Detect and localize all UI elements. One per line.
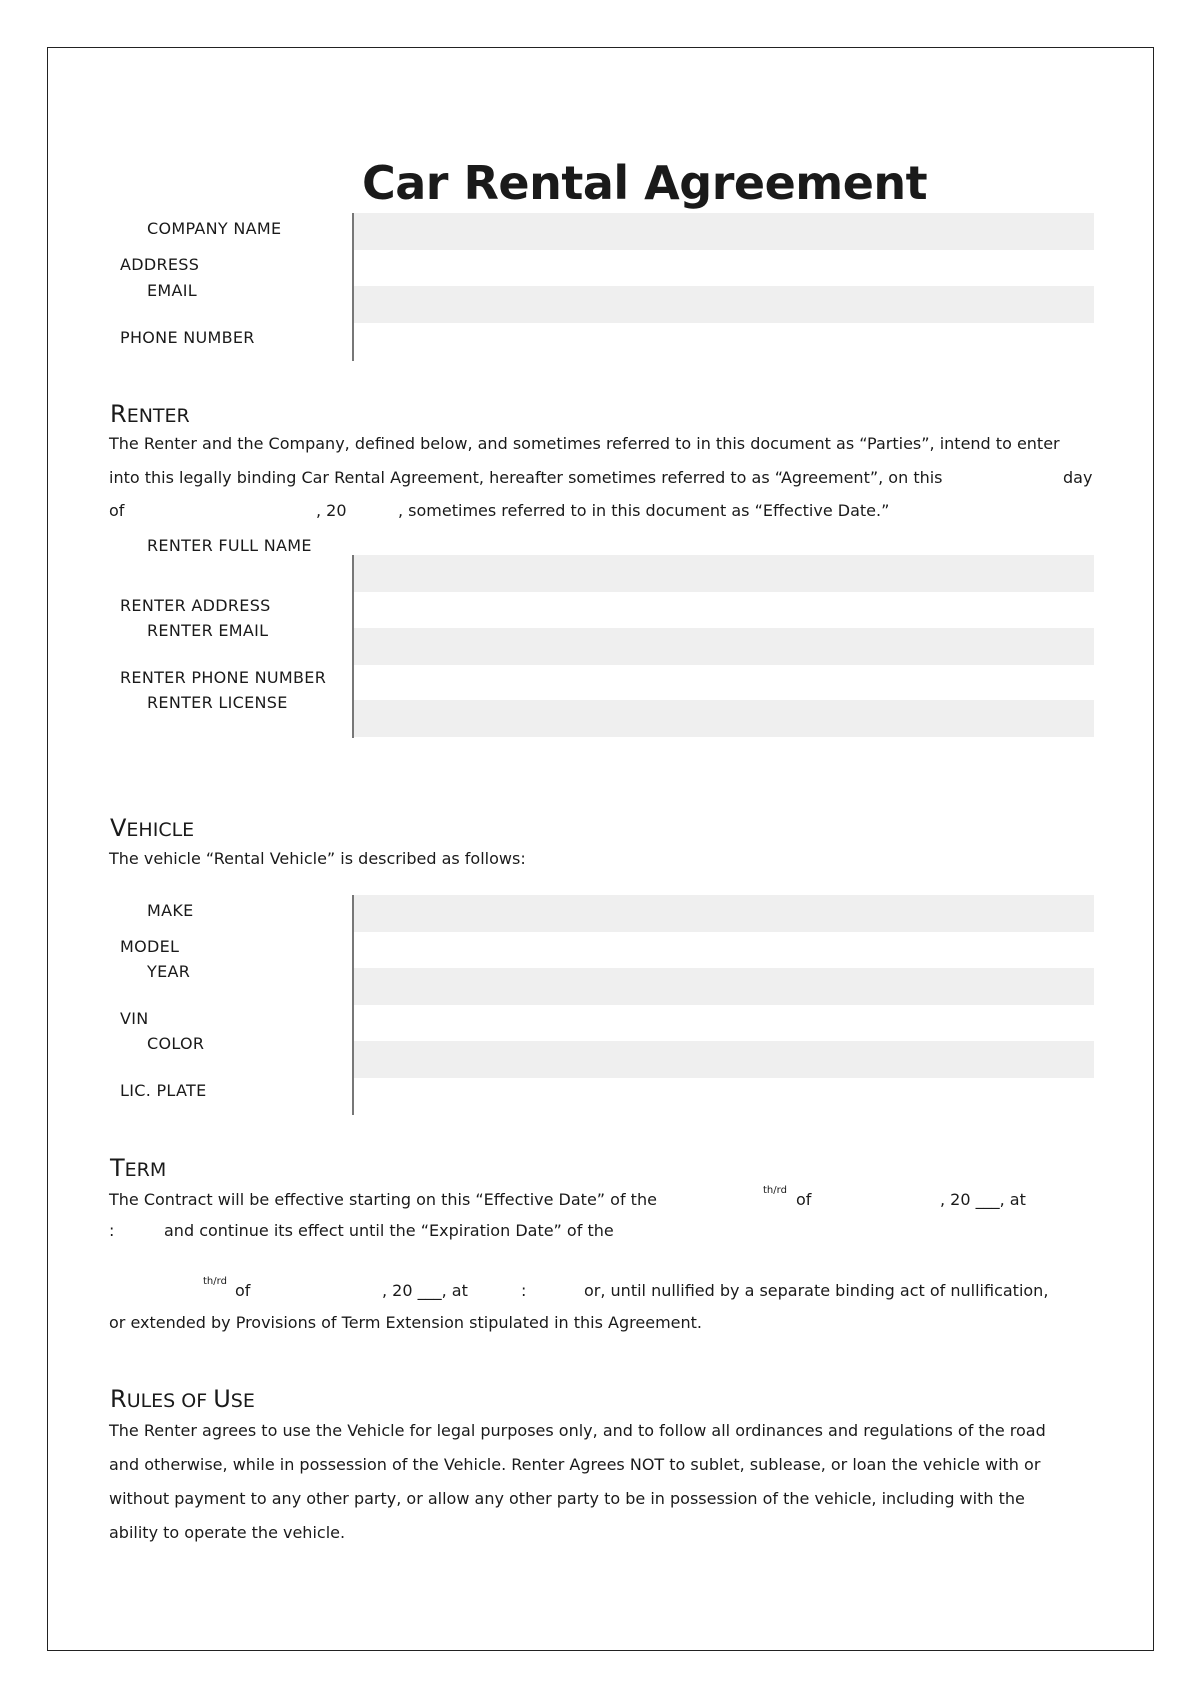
lic-plate-label: LIC. PLATE [120,1081,207,1100]
term-heading: TERM [110,1154,167,1182]
year-label: YEAR [147,962,191,981]
renter-phone-number-label: RENTER PHONE NUMBER [120,668,327,687]
term-line-2-colon: : [109,1221,115,1240]
renter-full-name-field[interactable] [354,555,1094,592]
renter-paragraph-line-1: The Renter and the Company, defined below, and sometimes referred to in this document as “Parties”, intend to enter [109,434,1060,453]
term-line-2: and continue its effect until the “Expiration Date” of the [164,1221,614,1240]
email-label: EMAIL [147,281,197,300]
renter-paragraph-line-2: into this legally binding Car Rental Agreement, hereafter sometimes referred to as “Agreement”, on this [109,468,943,487]
renter-license-label: RENTER LICENSE [147,693,288,712]
renter-paragraph-line-3: , sometimes referred to in this document as “Effective Date.” [398,501,890,520]
vehicle-intro: The vehicle “Rental Vehicle” is described as follows: [109,849,526,868]
rules-of-use-heading: RULES OF USE [110,1385,255,1413]
make-label: MAKE [147,901,194,920]
term-line-3-colon: : [521,1281,527,1300]
company-name-field[interactable] [354,213,1094,250]
make-field[interactable] [354,895,1094,932]
rules-line-1: The Renter agrees to use the Vehicle for legal purposes only, and to follow all ordinances and regulations of the road [109,1421,1046,1440]
term-line-1-of: of [796,1190,812,1209]
year-field[interactable] [354,968,1094,1005]
term-line-3-year: , 20 ___, at [382,1281,468,1300]
email-field[interactable] [354,286,1094,323]
renter-paragraph-year: , 20 [316,501,347,520]
address-label: ADDRESS [120,255,200,274]
rules-line-3: without payment to any other party, or allow any other party to be in possession of the vehicle, including with the [109,1489,1025,1508]
color-field[interactable] [354,1041,1094,1078]
term-line-3-of: of [235,1281,251,1300]
vin-label: VIN [120,1009,149,1028]
company-name-label: COMPANY NAME [147,219,282,238]
phone-number-label: PHONE NUMBER [120,328,255,347]
model-label: MODEL [120,937,180,956]
vehicle-heading: VEHICLE [110,814,195,842]
term-line-4: or extended by Provisions of Term Extension stipulated in this Agreement. [109,1313,702,1332]
renter-license-field[interactable] [354,700,1094,737]
renter-full-name-label: RENTER FULL NAME [147,536,312,555]
renter-heading: RENTER [110,400,190,428]
term-line-1-year: , 20 ___, at [940,1190,1026,1209]
term-line-3: or, until nullified by a separate binding act of nullification, [584,1281,1049,1300]
renter-email-field[interactable] [354,628,1094,665]
page-title: Car Rental Agreement [362,156,928,210]
rules-line-4: ability to operate the vehicle. [109,1523,346,1542]
term-ordinal-suffix-2: th/rd [203,1276,227,1287]
term-line-1: The Contract will be effective starting on this “Effective Date” of the [109,1190,657,1209]
renter-address-label: RENTER ADDRESS [120,596,271,615]
renter-paragraph-of: of [109,501,125,520]
color-label: COLOR [147,1034,205,1053]
term-ordinal-suffix-1: th/rd [763,1185,787,1196]
renter-paragraph-day: day [1063,468,1093,487]
rules-line-2: and otherwise, while in possession of the Vehicle. Renter Agrees NOT to sublet, sublease, or loan the vehicle with or [109,1455,1041,1474]
renter-email-label: RENTER EMAIL [147,621,269,640]
